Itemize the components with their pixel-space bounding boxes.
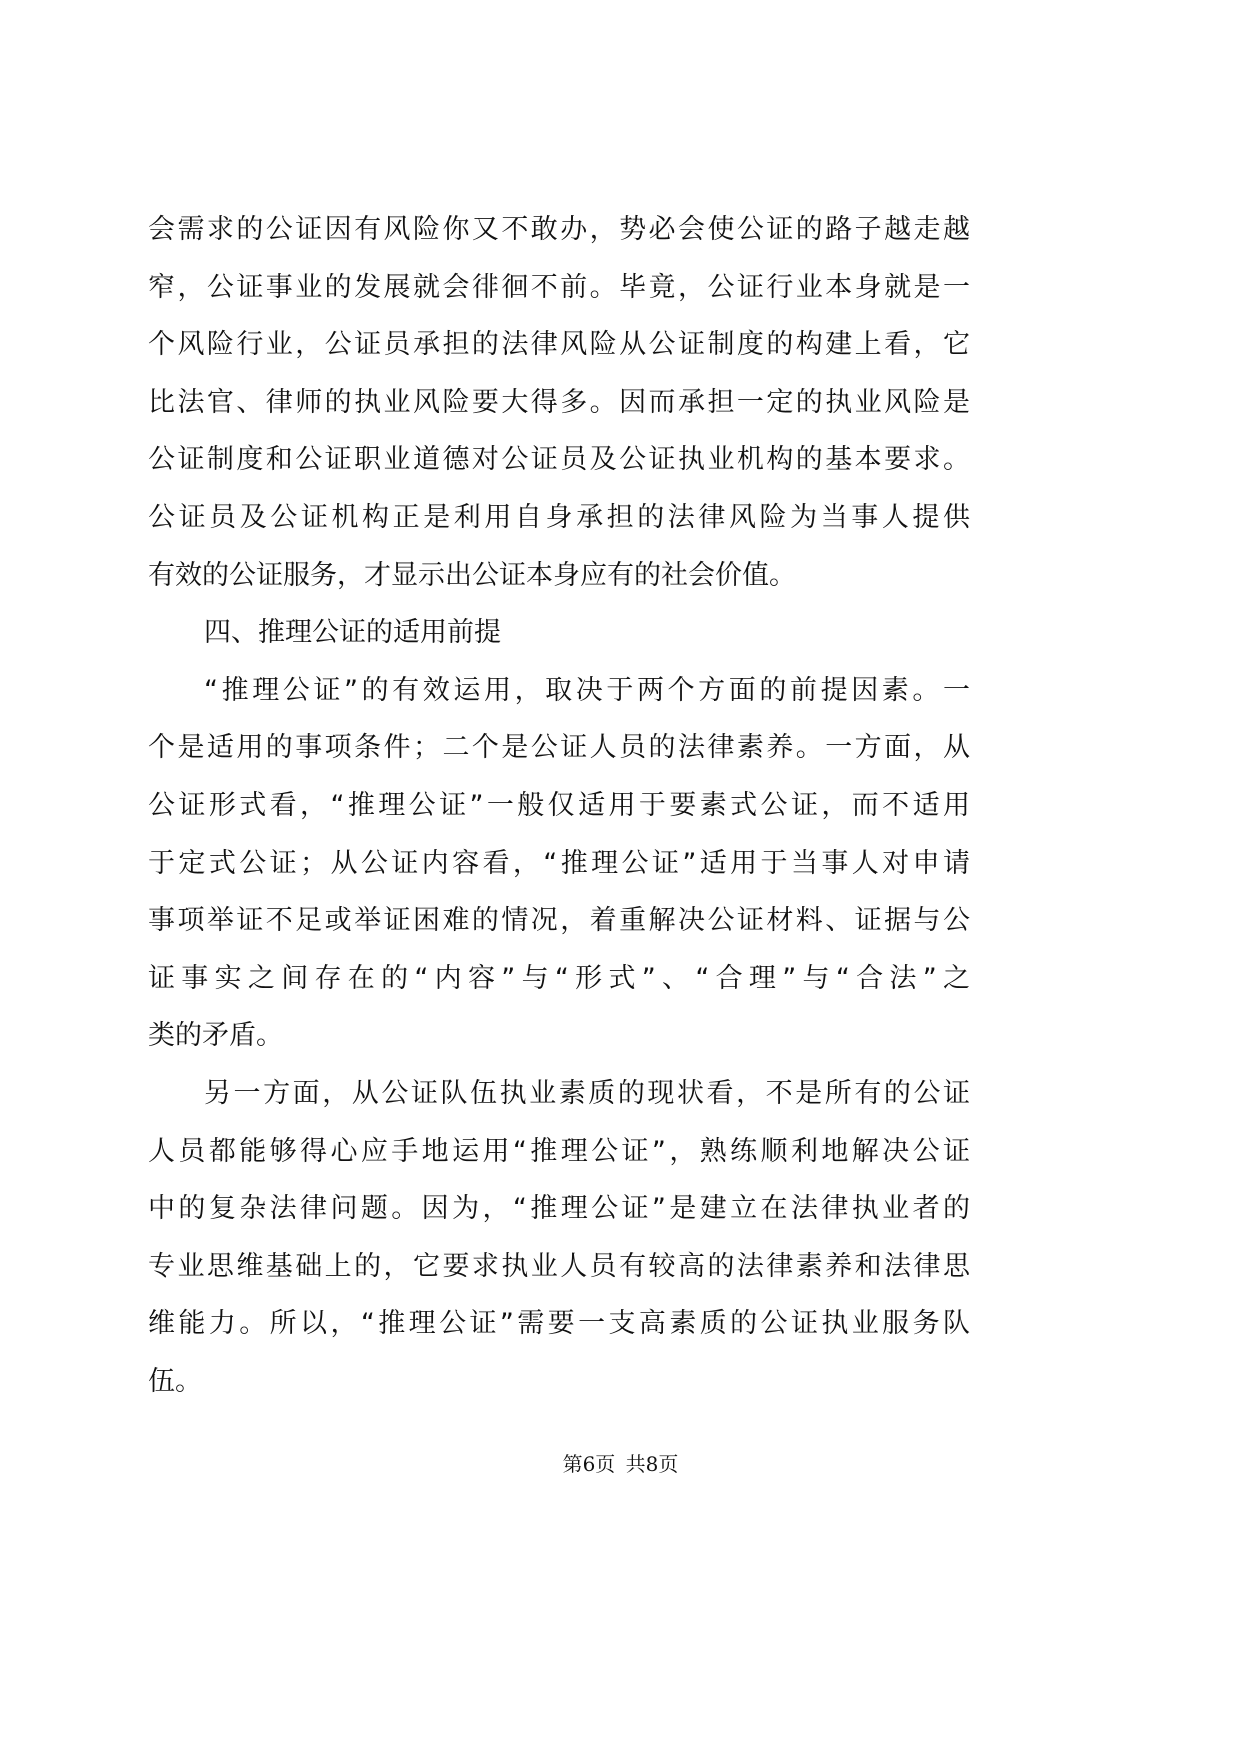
paragraph-line: 维能力。所以，“推理公证”需要一支高素质的公证执业服务队 [148,1308,970,1340]
paragraph-line: 于定式公证；从公证内容看，“推理公证”适用于当事人对申请 [148,847,970,879]
paragraph-line: 人员都能够得心应手地运用“推理公证”，熟练顺利地解决公证 [148,1135,970,1167]
paragraph-line: 类的矛盾。 [148,1020,283,1052]
paragraph-line: “推理公证”的有效运用，取决于两个方面的前提因素。一 [204,674,970,706]
paragraph-line: 伍。 [148,1365,202,1397]
section-heading: 四、推理公证的适用前提 [204,617,501,649]
paragraph-line: 个风险行业，公证员承担的法律风险从公证制度的构建上看，它 [148,329,970,361]
paragraph-line: 专业思维基础上的，它要求执业人员有较高的法律素养和法律思 [148,1250,970,1282]
paragraph-line: 证事实之间存在的“内容”与“形式”、“合理”与“合法”之 [148,962,970,994]
paragraph-line: 比法官、律师的执业风险要大得多。因而承担一定的执业风险是 [148,386,970,418]
paragraph-line: 个是适用的事项条件；二个是公证人员的法律素养。一方面，从 [148,732,970,764]
paragraph-line: 会需求的公证因有风险你又不敢办，势必会使公证的路子越走越 [148,214,970,245]
document-body [148,210,970,1419]
paragraph-line: 公证形式看，“推理公证”一般仅适用于要素式公证，而不适用 [148,789,970,821]
page-total: 共8页 [625,1452,679,1476]
page-number: 第6页 [562,1452,616,1476]
paragraph-line: 窄，公证事业的发展就会徘徊不前。毕竟，公证行业本身就是一 [148,271,970,303]
page-footer [0,1448,1241,1477]
paragraph-line: 公证员及公证机构正是利用自身承担的法律风险为当事人提供 [148,501,970,533]
paragraph-line: 有效的公证服务，才显示出公证本身应有的社会价值。 [148,559,796,591]
paragraph-line: 另一方面，从公证队伍执业素质的现状看，不是所有的公证 [204,1077,970,1109]
paragraph-line: 中的复杂法律问题。因为，“推理公证”是建立在法律执业者的 [148,1193,970,1225]
paragraph-line: 事项举证不足或举证困难的情况，着重解决公证材料、证据与公 [148,905,970,937]
paragraph-line: 公证制度和公证职业道德对公证员及公证执业机构的基本要求。 [148,444,970,476]
